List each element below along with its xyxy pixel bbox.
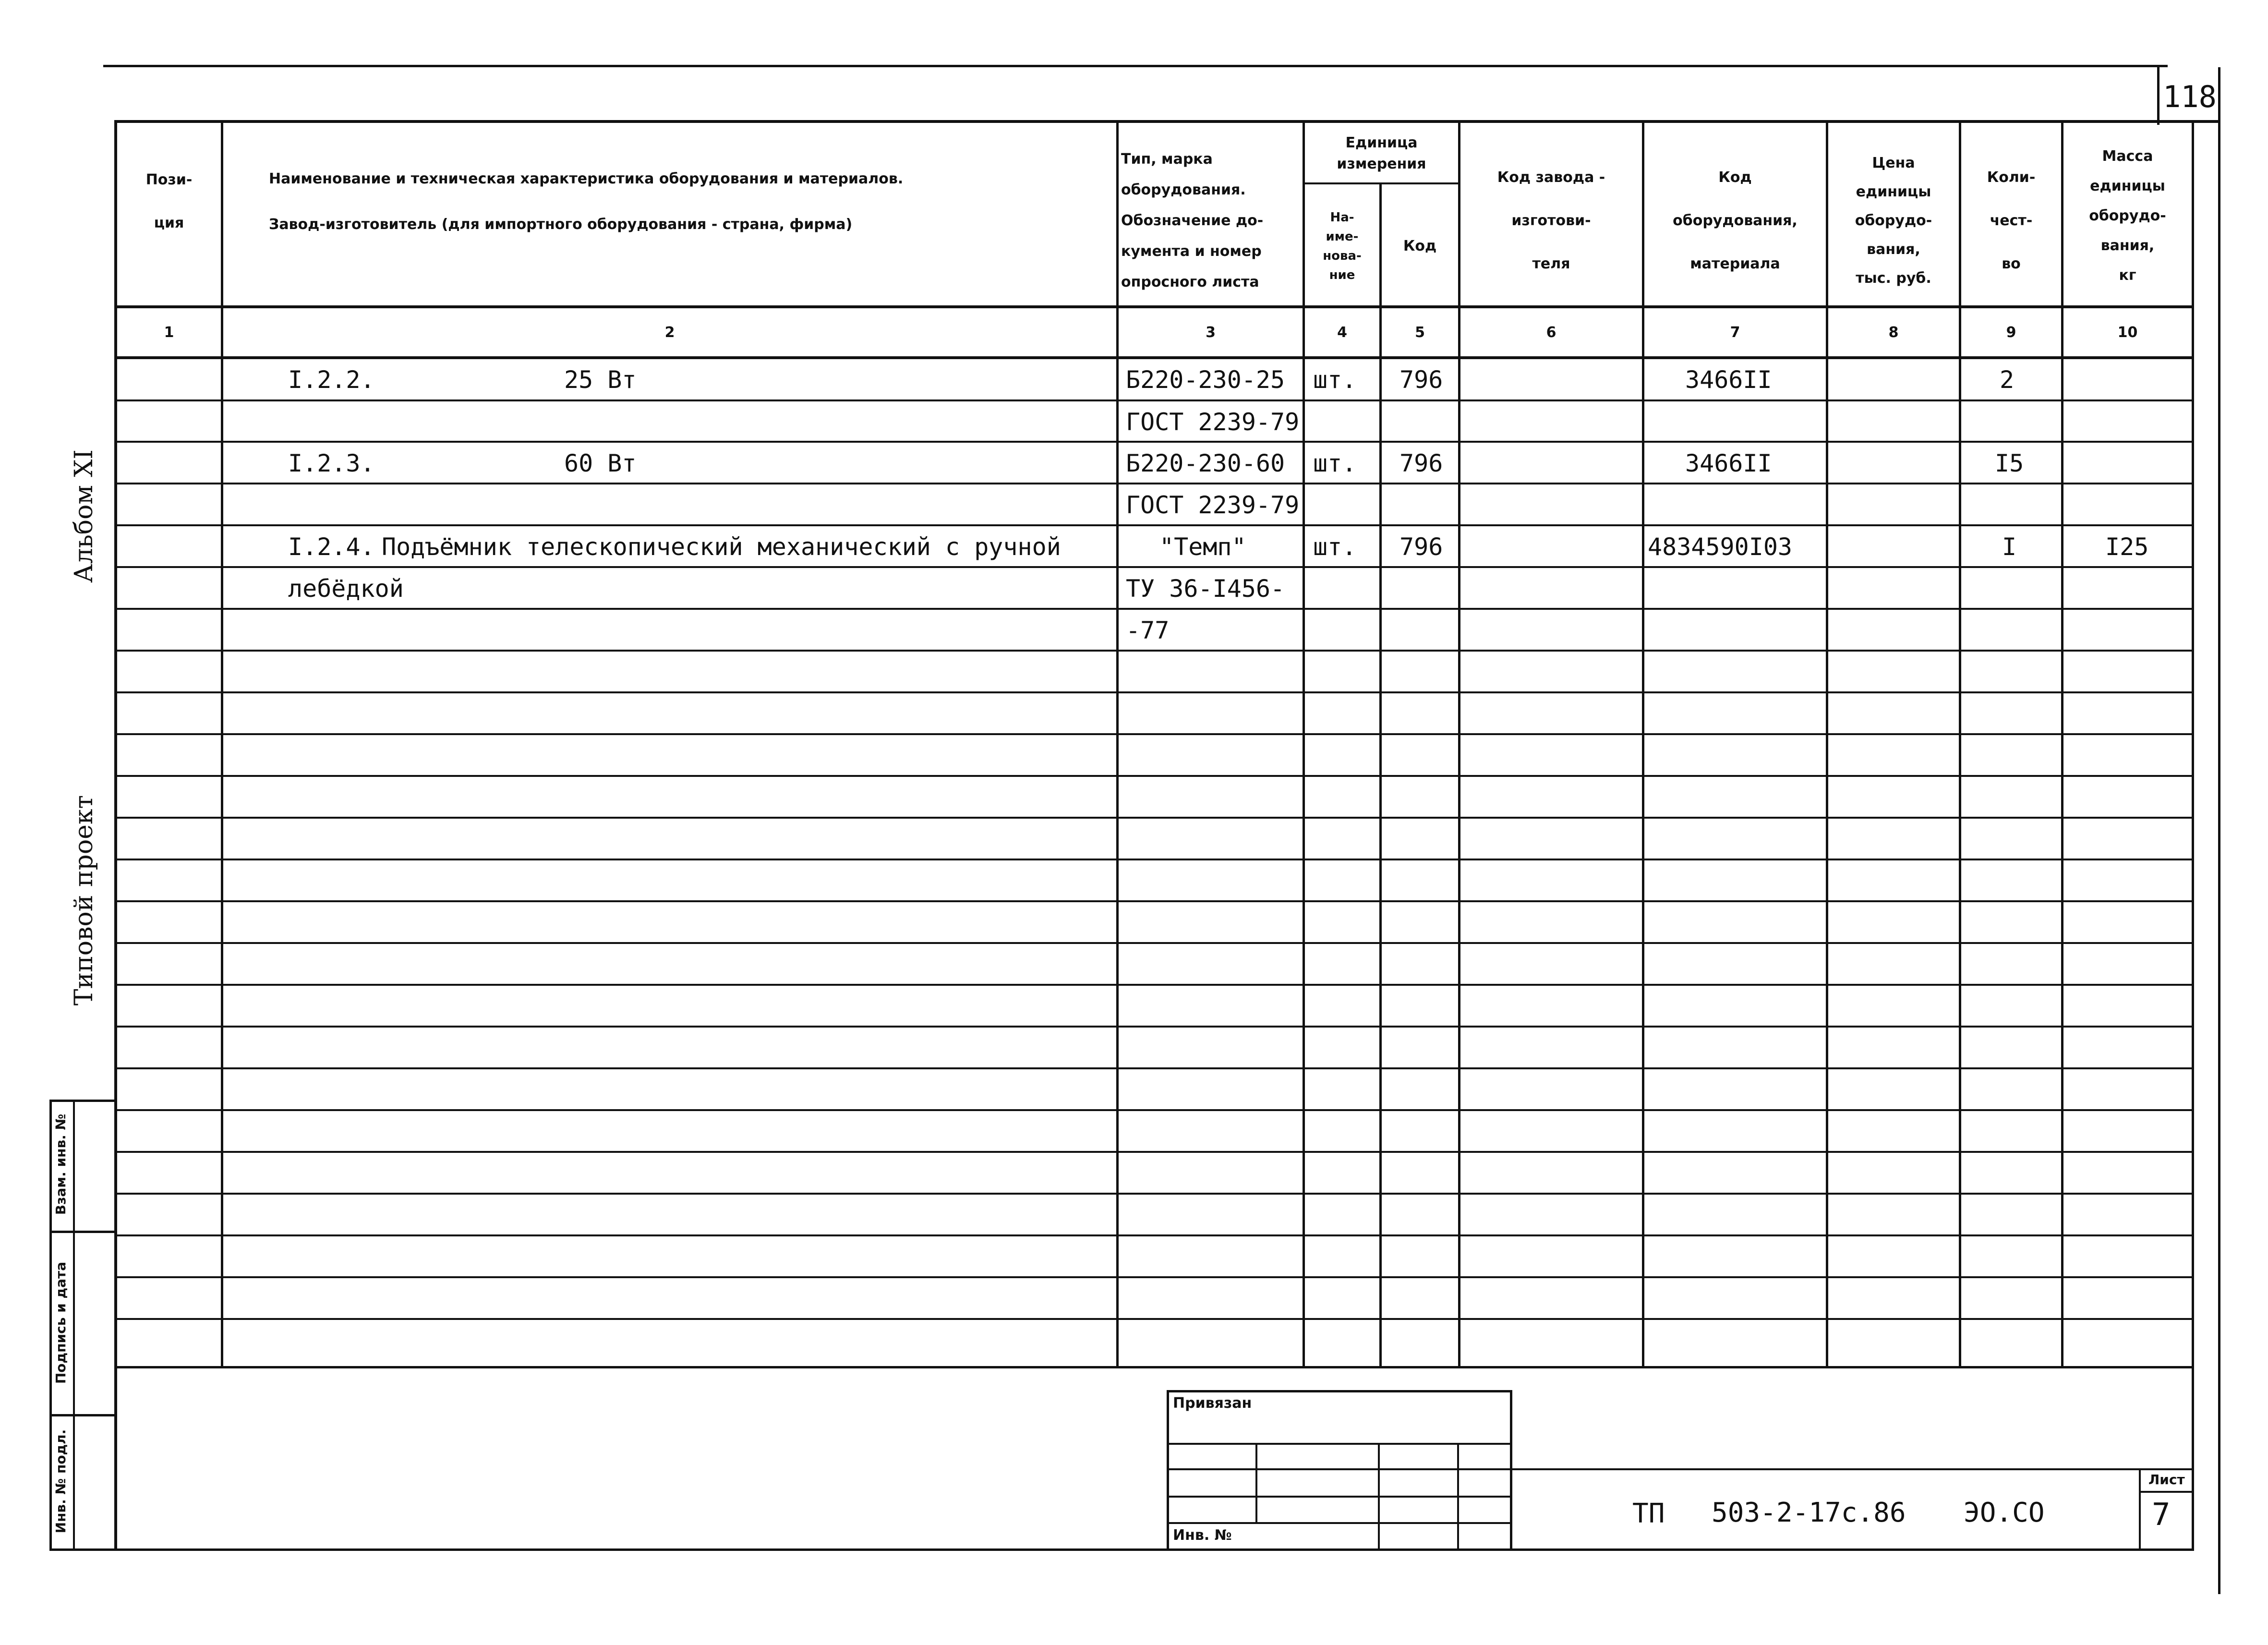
side-stamp-b1: Инв. № подл.: [53, 1429, 69, 1534]
table-row-unit-code: 796: [1399, 449, 1443, 477]
side-label-album: Альбом XI: [70, 449, 98, 583]
table-row-qty: 2: [2000, 366, 2015, 394]
side-stamp-mid: [73, 1100, 75, 1551]
table-row-unit: шт.: [1313, 449, 1357, 477]
table-row-type: ТУ 36-I456-: [1126, 575, 1285, 603]
table-right: [2192, 120, 2194, 1551]
table-row-description: лебёдкой: [288, 575, 404, 603]
stamp-line: [1167, 1522, 1512, 1524]
header-unit-name: На- име- нова- ние: [1323, 210, 1362, 282]
row-line: [114, 817, 2194, 819]
col-number: 2: [664, 324, 675, 341]
stamp-line: [1167, 1468, 1512, 1470]
table-row-unit-code: 796: [1399, 533, 1443, 561]
stamp-left: [1167, 1390, 1169, 1551]
header-mass: Масса единицы оборудо- вания, кг: [2089, 148, 2166, 284]
side-stamp-bottom: [49, 1548, 114, 1551]
header-unit-code: Код: [1403, 237, 1437, 254]
table-row-qty: I: [2002, 533, 2017, 561]
header-position: Пози- ция: [145, 171, 193, 231]
stamp-top: [1167, 1390, 1512, 1392]
table-row-type: "Темп": [1159, 533, 1246, 561]
row-line: [114, 1234, 2194, 1236]
row-line: [114, 1193, 2194, 1195]
unit-split-line: [1303, 182, 1460, 184]
top-border: [103, 65, 2168, 67]
table-row-type: Б220-230-60: [1126, 449, 1285, 477]
sheet-label: Лист: [2148, 1472, 2185, 1488]
row-line: [114, 1276, 2194, 1278]
table-row-code: 4834590I03: [1648, 533, 1793, 561]
stamp-attached-label: Привязан: [1173, 1395, 1252, 1412]
col-number: 4: [1337, 324, 1347, 341]
table-row-position: I.2.4.: [288, 533, 375, 561]
stamp-right: [1510, 1390, 1512, 1551]
stamp-line: [1167, 1443, 1512, 1445]
sheet-box-line: [2139, 1491, 2194, 1493]
table-row-description: 60 Вт: [564, 449, 637, 477]
side-stamp-b3: Взам. инв. №: [53, 1113, 69, 1215]
header-price: Цена единицы оборудо- вания, тыс. руб.: [1855, 155, 1932, 287]
col-number: 1: [164, 324, 174, 341]
stamp-col: [1378, 1443, 1380, 1551]
row-line: [114, 942, 2194, 944]
stamp-line: [1167, 1496, 1512, 1498]
row-line: [114, 733, 2194, 735]
row-line: [114, 775, 2194, 777]
doc-prefix: ТП: [1632, 1498, 1665, 1529]
row-line: [114, 1067, 2194, 1069]
table-row-type: Б220-230-25: [1126, 366, 1285, 394]
row-line: [114, 691, 2194, 693]
side-stamp-top: [49, 1100, 114, 1102]
stamp-col: [1457, 1443, 1459, 1551]
table-top: [114, 120, 2220, 123]
table-row-position: I.2.3.: [288, 449, 375, 477]
page-box-left: [2157, 67, 2159, 125]
table-row-qty: I5: [1995, 449, 2024, 477]
table-row-unit-code: 796: [1399, 366, 1443, 394]
stamp-inv-label: Инв. №: [1173, 1527, 1232, 1544]
header-mfr-code: Код завода - изготови- теля: [1497, 169, 1605, 272]
sheet-number: 7: [2152, 1497, 2171, 1533]
page-box-right: [2218, 67, 2220, 1594]
col-number: 6: [1546, 324, 1556, 341]
col-number: 3: [1206, 324, 1216, 341]
doc-suffix: ЭО.СО: [1964, 1497, 2045, 1528]
sheet-box-left: [2139, 1468, 2141, 1551]
body-bottom: [114, 1366, 2194, 1368]
table-row-type: ГОСТ 2239-79: [1126, 408, 1300, 436]
row-line: [114, 900, 2194, 902]
table-row-code: 3466II: [1685, 449, 1772, 477]
side-stamp-line1: [49, 1231, 114, 1233]
header-unit: Единица измерения: [1337, 134, 1426, 172]
side-stamp-b2: Подпись и дата: [53, 1261, 69, 1384]
table-row-code: 3466II: [1685, 366, 1772, 394]
stamp-col: [1255, 1443, 1257, 1522]
table-row-mass: I25: [2105, 533, 2149, 561]
page-number: 118: [2163, 79, 2217, 114]
header-qty: Коли- чест- во: [1987, 169, 2036, 272]
table-row-description: 25 Вт: [564, 366, 637, 394]
row-line: [114, 1151, 2194, 1153]
col-number: 9: [2006, 324, 2016, 341]
row-line: [114, 859, 2194, 860]
doc-code: 503-2-17с.86: [1712, 1497, 1906, 1528]
table-row-type: ГОСТ 2239-79: [1126, 491, 1300, 519]
side-stamp-line2: [49, 1414, 114, 1416]
row-line: [114, 1318, 2194, 1320]
table-row-position: I.2.2.: [288, 366, 375, 394]
row-line: [114, 1109, 2194, 1111]
table-row-unit: шт.: [1313, 366, 1357, 394]
row-line: [114, 984, 2194, 986]
table-row-type: -77: [1126, 617, 1170, 644]
col-number: 8: [1888, 324, 1899, 341]
side-label-project: Типовой проект: [70, 795, 98, 1006]
header-equip-code: Код оборудования, материала: [1673, 169, 1798, 272]
stamp-line-right: [1510, 1468, 2194, 1470]
header-name: Наименование и техническая характеристика оборудования и материалов. Завод-изготовитель (для импортного оборудования - страна, фирма): [269, 170, 904, 233]
col-number: 10: [2117, 324, 2138, 341]
table-row-unit: шт.: [1313, 533, 1357, 561]
table-bottom: [114, 1548, 2194, 1551]
table-row-description: Подъёмник телескопический механический с ручной: [382, 533, 1061, 561]
header-type: Тип, марка оборудования. Обозначение до- кумента и номер опросного листа: [1121, 151, 1264, 290]
col-number: 5: [1415, 324, 1425, 341]
col-number: 7: [1730, 324, 1740, 341]
row-line: [114, 1026, 2194, 1028]
side-stamp-left: [49, 1100, 52, 1551]
